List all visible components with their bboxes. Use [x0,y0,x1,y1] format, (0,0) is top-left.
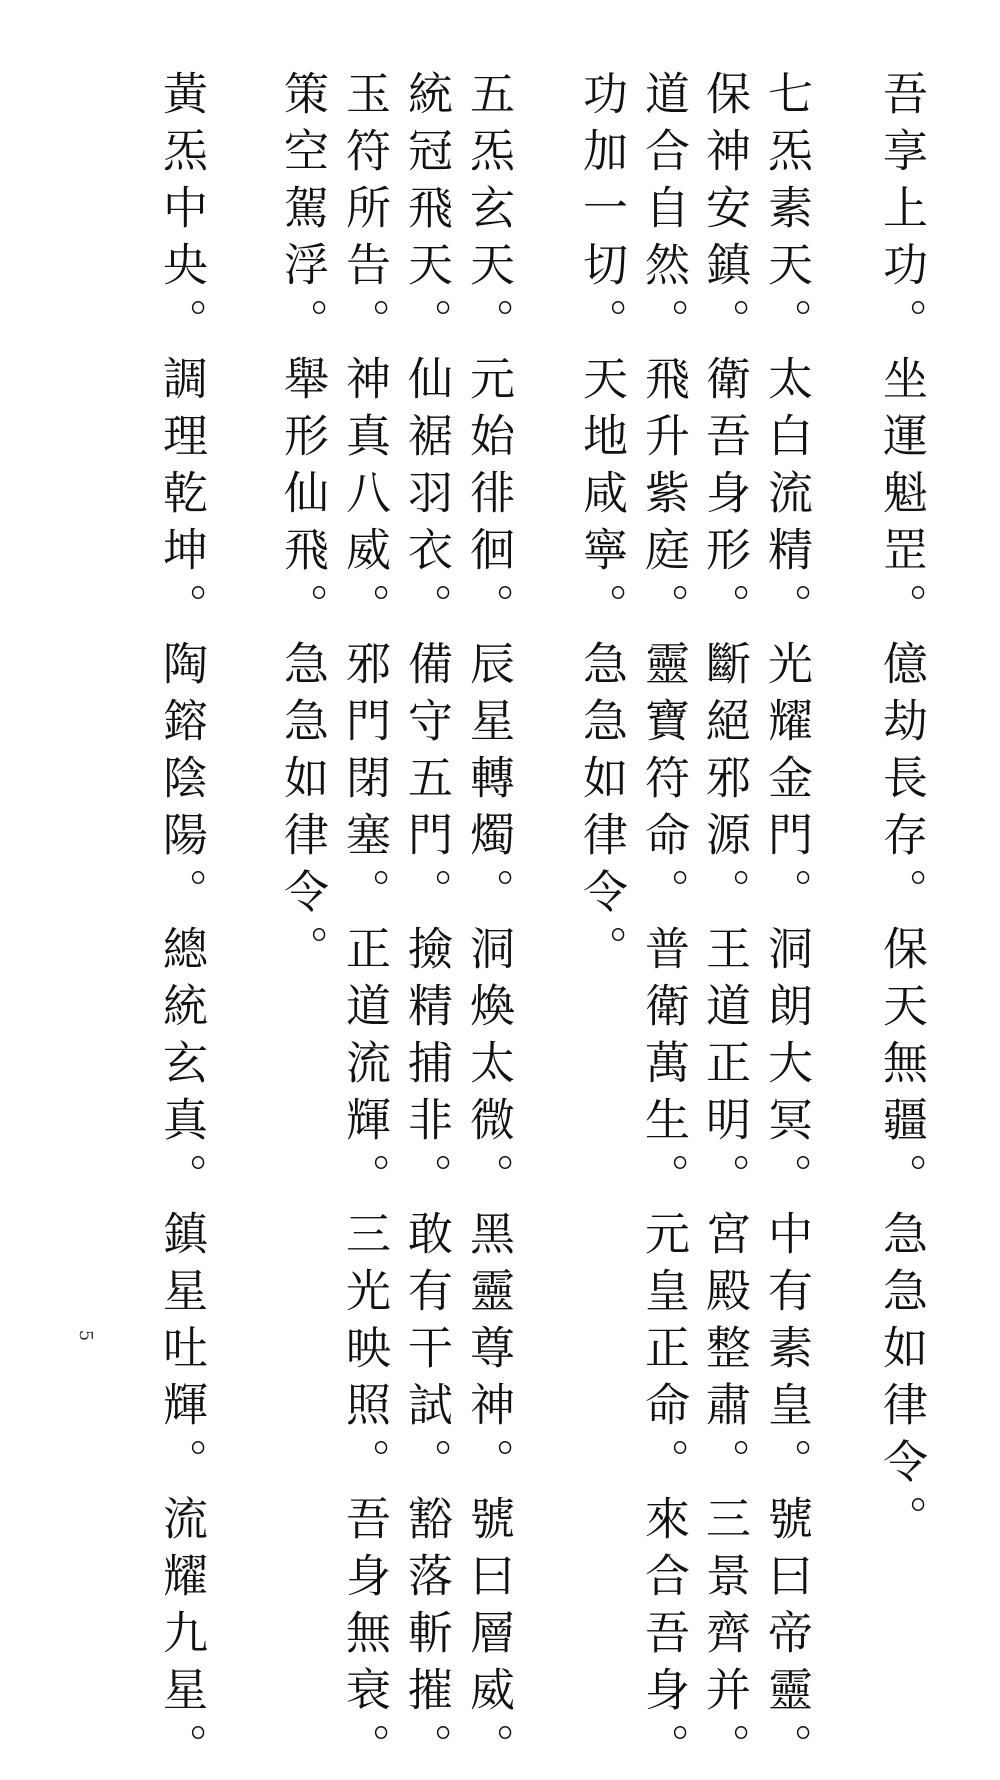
text-column-6: 五炁玄天。元始徘徊。辰星轉燭。洞煥太微。黑靈尊神。號曰層威。 [462,70,515,1780]
text-column-5: 功加一切。天地咸寧。急急如律令。 [575,70,628,982]
page-number: 5 [75,1329,97,1342]
text-column-9: 策空駕浮。舉形仙飛。急急如律令。 [276,70,329,982]
text-column-2: 七炁素天。太白流精。光耀金門。洞朗大冥。中有素皇。號曰帝靈。 [760,70,813,1780]
text-column-1: 吾享上功。坐運魁罡。億劫長存。保天無疆。急急如律令。 [875,70,928,1552]
text-column-4: 道合自然。飛升紫庭。靈寶符命。普衛萬生。元皇正命。來合吾身。 [637,70,690,1780]
text-column-3: 保神安鎮。衛吾身形。斷絕邪源。王道正明。宮殿整肅。三景齊并。 [698,70,751,1780]
text-column-8: 玉符所告。神真八威。邪門閉塞。正道流輝。三光映照。吾身無衰。 [338,70,391,1780]
text-column-10: 黃炁中央。調理乾坤。陶鎔陰陽。總統玄真。鎮星吐輝。流耀九星。 [155,70,208,1780]
text-column-7: 統冠飛天。仙裾羽衣。備守五門。撿精捕非。敢有干試。豁落斬摧。 [400,70,453,1780]
